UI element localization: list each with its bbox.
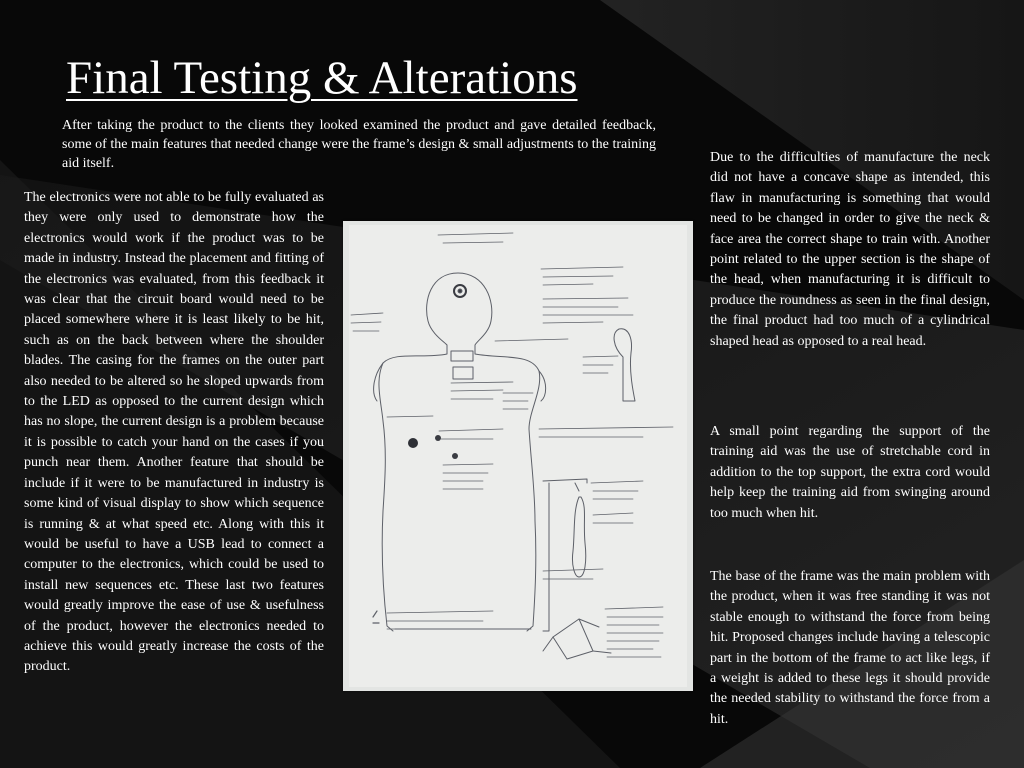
neck-head-paragraph: Due to the difficulties of manufacture the neck did not have a concave shape as intended, this flaw in manufacturing is something that would need to be changed in order to give the neck & face area the correct shape to train with. Another point related to the upper section is the shape of the head, when manufacturing it is difficult to produce the roundness as seen in the final design, the final product had too much of a cylindrical shaped head as opposed to a real head. bbox=[710, 150, 990, 349]
sketch-drawing bbox=[343, 221, 693, 691]
slide-title: Final Testing & Alterations bbox=[66, 52, 578, 104]
design-sketch-photo bbox=[343, 221, 693, 691]
frame-base-paragraph: The base of the frame was the main problem with the product, when it was free standing it was not stable enough to withstand the force from being hit. Proposed changes include having a telescopic part in the bottom of the frame to act like legs, if a weight is added to these legs it should provide the needed stability to withstand the force from a hit. bbox=[710, 569, 990, 727]
support-cord-paragraph: A small point regarding the support of the training aid was the use of stretchable cord in addition to the top support, the extra cord would help keep the training aid from swinging around too much when hit. bbox=[710, 424, 990, 521]
electronics-paragraph: The electronics were not able to be fully evaluated as they were only used to demonstrate how the electronics would work if the product was to be made in industry. Instead the placement and fitting of the electronics was evaluated, from this feedback it was clear that the circuit board would need to be placed somewhere where it is least likely to be hit, such as on the back between where the shoulder blades. The casing for the frames on the outer part also needed to be altered so he sloped upwards from to the LED as opposed to the current design which has no slope, the current design is a problem because it is possible to catch your hand on the cases if you punch near them. Another feature that should be include if it were to be manufactured in industry is some kind of visual display to show which sequence is running & at what speed etc. Along with this it would be useful to have a USB lead to connect a computer to the electronics, which could be used to install new sequences etc. These last two features would greatly improve the ease of use & usefulness of the product, however the electronics needed to achieve this would greatly increase the costs of the product. bbox=[24, 190, 324, 675]
intro-paragraph: After taking the product to the clients they looked examined the product and gave detailed feedback, some of the main features that needed change were the frame’s design & small adjustments to the training aid itself. bbox=[62, 118, 656, 171]
